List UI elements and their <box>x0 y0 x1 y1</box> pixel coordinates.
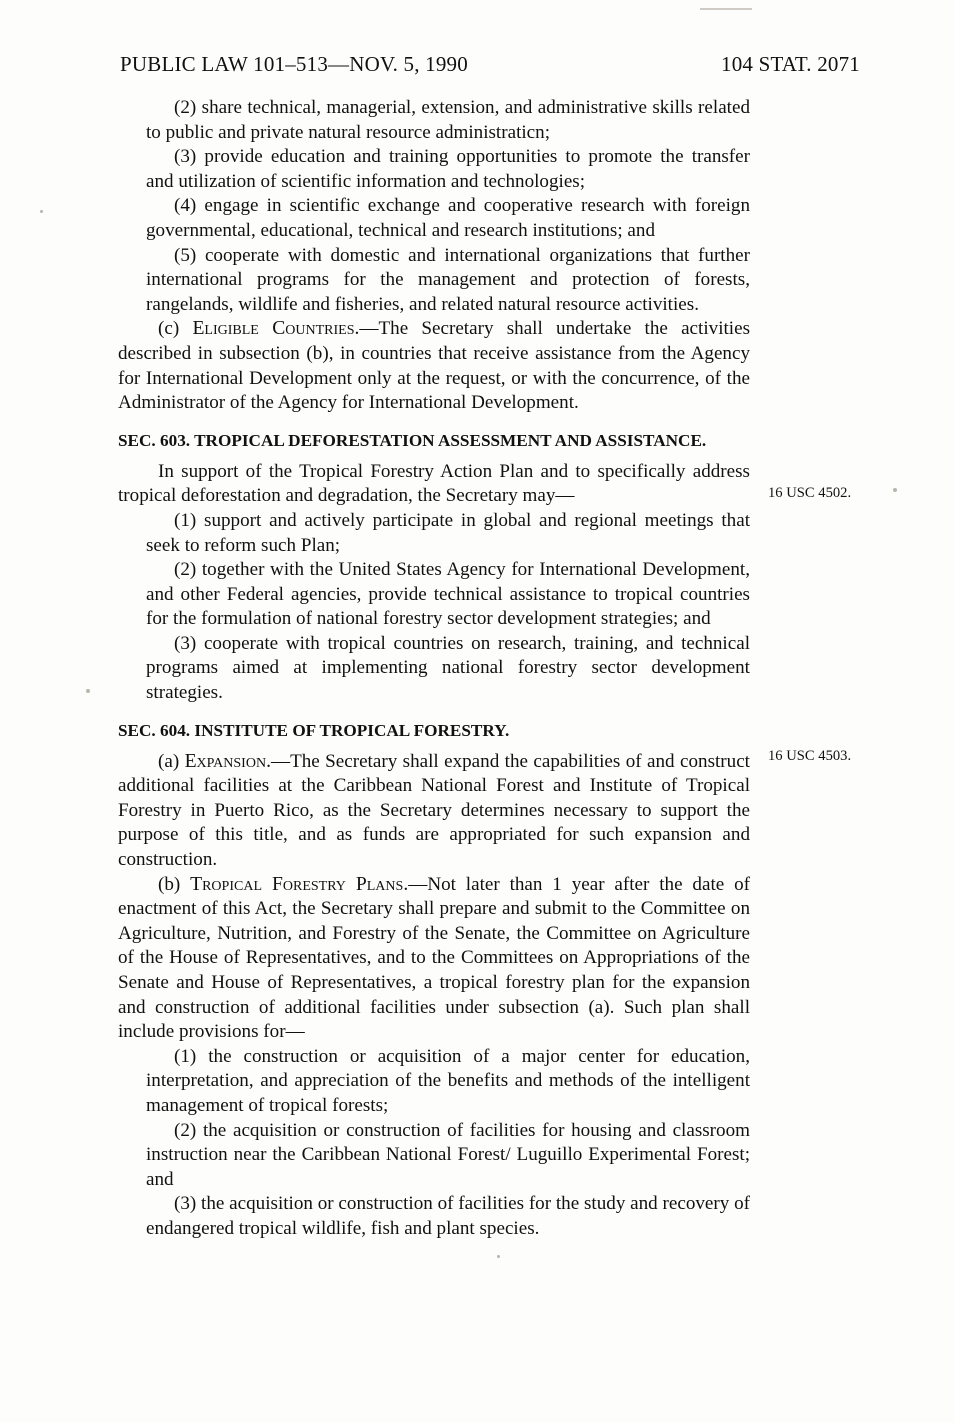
page-header <box>120 52 860 77</box>
scan-speck <box>86 689 90 693</box>
subsection-c-heading: Eligible Countries. <box>192 318 360 340</box>
list-item: (3) provide education and training opportunities to promote the transfer and utilization of scientific information and technologies; <box>146 146 750 192</box>
subsection-b-lead: (b) <box>158 873 191 895</box>
list-item: (2) together with the United States Agency for International Development, and other Federal agencies, provide technical assistance to tropical countries for the formulation of national forestry sector development strategies; and <box>146 559 750 630</box>
scan-speck <box>497 1255 500 1258</box>
header-stat-number: 104 STAT. 2071 <box>721 52 860 76</box>
subsection-c-lead: (c) <box>158 318 193 340</box>
list-item: (4) engage in scientific exchange and cooperative research with foreign governmental, educational, technical and research institutions; and <box>146 195 750 241</box>
subsection-b-heading: Tropical Forestry Plans. <box>190 873 409 895</box>
list-item: (3) the acquisition or construction of facilities for the study and recovery of endangered tropical wildlife, fish and plant species. <box>146 1193 750 1239</box>
scan-speck <box>893 488 897 492</box>
subsection-c <box>118 317 750 415</box>
list-item: (5) cooperate with domestic and international organizations that further international programs for the management and protection of forests, rangelands, wildlife and fisheries, and related natural resource activities. <box>146 244 750 315</box>
section-603-heading: SEC. 603. TROPICAL DEFORESTATION ASSESSMENT AND ASSISTANCE. <box>118 430 707 450</box>
scan-edge-mark-top <box>700 8 752 10</box>
subsection-a-heading: Expansion. <box>184 750 271 772</box>
section-604-heading: SEC. 604. INSTITUTE OF TROPICAL FORESTRY. <box>118 720 510 740</box>
subsection-b <box>118 873 750 1045</box>
scan-speck <box>40 210 43 213</box>
sidenote-16-usc-4502: 16 USC 4502. <box>768 485 852 501</box>
list-item: (2) share technical, managerial, extension, and administrative skills related to public and private natural resource administraticn; <box>146 97 750 143</box>
section-603-intro: In support of the Tropical Forestry Action Plan and to specifically address tropical deforestation and degradation, the Secretary may— <box>118 460 750 507</box>
list-item: (3) cooperate with tropical countries on research, training, and technical programs aimed at implementing national forestry sector development strategies. <box>146 632 750 704</box>
list-item: (1) support and actively participate in global and regional meetings that seek to reform such Plan; <box>146 509 750 556</box>
subsection-a-lead: (a) <box>158 750 185 772</box>
list-item: (2) the acquisition or construction of facilities for housing and classroom instruction near the Caribbean National Forest/ Luguillo Experimental Forest; and <box>146 1119 750 1190</box>
subsection-a <box>118 750 750 873</box>
subsection-c-text: —The Secretary shall undertake the activities described in subsection (b), in countries that receive assistance from the Agency for International Development only at the request, or with the concurrence, of the Administrator of the Agency for International Development. <box>118 318 751 414</box>
page-body <box>118 96 750 1242</box>
list-item: (1) the construction or acquisition of a major center for education, interpretation, and appreciation of the benefits and methods of the intelligent management of tropical forests; <box>146 1045 750 1116</box>
subsection-a-text: —The Secretary shall expand the capabilities of and construct additional facilities at the Caribbean National Forest and Institute of Tropical Forestry in Puerto Rico, as the Secretary determines necessary to support the purpose of this title, and as funds are appropriated for such expansion and construction. <box>118 750 750 871</box>
sidenote-16-usc-4503: 16 USC 4503. <box>768 748 852 764</box>
header-public-law: PUBLIC LAW 101–513—NOV. 5, 1990 <box>120 52 468 76</box>
subsection-b-text: —Not later than 1 year after the date of enactment of this Act, the Secretary shall prepare and submit to the Committee on Agriculture, Nutrition, and Forestry of the Senate, the Committee on Agriculture of the House of Representatives, and to the Committees on Appropriations of the Senate and House of Representatives, a tropical forestry plan for the expansion and construction of additional facilities under subsection (a). Such plan shall include provisions for— <box>118 873 750 1043</box>
